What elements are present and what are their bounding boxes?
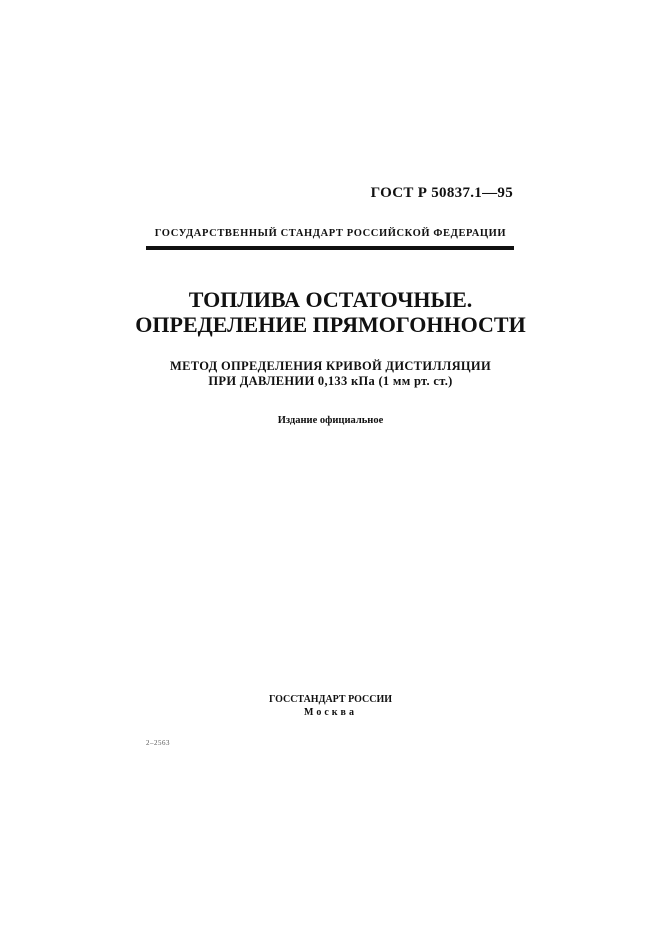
document-number: ГОСТ Р 50837.1—95: [370, 185, 513, 201]
publisher-city: Москва: [304, 707, 357, 718]
header-divider: [146, 246, 514, 250]
document-title: [0, 287, 661, 337]
edition-label: Издание официальное: [277, 415, 384, 426]
subtitle-line-2: ПРИ ДАВЛЕНИИ 0,133 кПа (1 мм рт. ст.): [208, 374, 453, 388]
print-code: 2–2563: [146, 739, 170, 747]
publisher-block: [0, 693, 661, 719]
subtitle-line-1: МЕТОД ОПРЕДЕЛЕНИЯ КРИВОЙ ДИСТИЛЛЯЦИИ: [170, 359, 491, 373]
document-subtitle: [0, 359, 661, 389]
title-line-1: ТОПЛИВА ОСТАТОЧНЫЕ.: [188, 287, 473, 312]
publisher-name: ГОССТАНДАРТ РОССИИ: [268, 694, 393, 705]
title-line-2: ОПРЕДЕЛЕНИЕ ПРЯМОГОННОСТИ: [135, 312, 526, 337]
state-standard-heading: ГОСУДАРСТВЕННЫЙ СТАНДАРТ РОССИЙСКОЙ ФЕДЕРАЦИИ: [154, 228, 507, 239]
